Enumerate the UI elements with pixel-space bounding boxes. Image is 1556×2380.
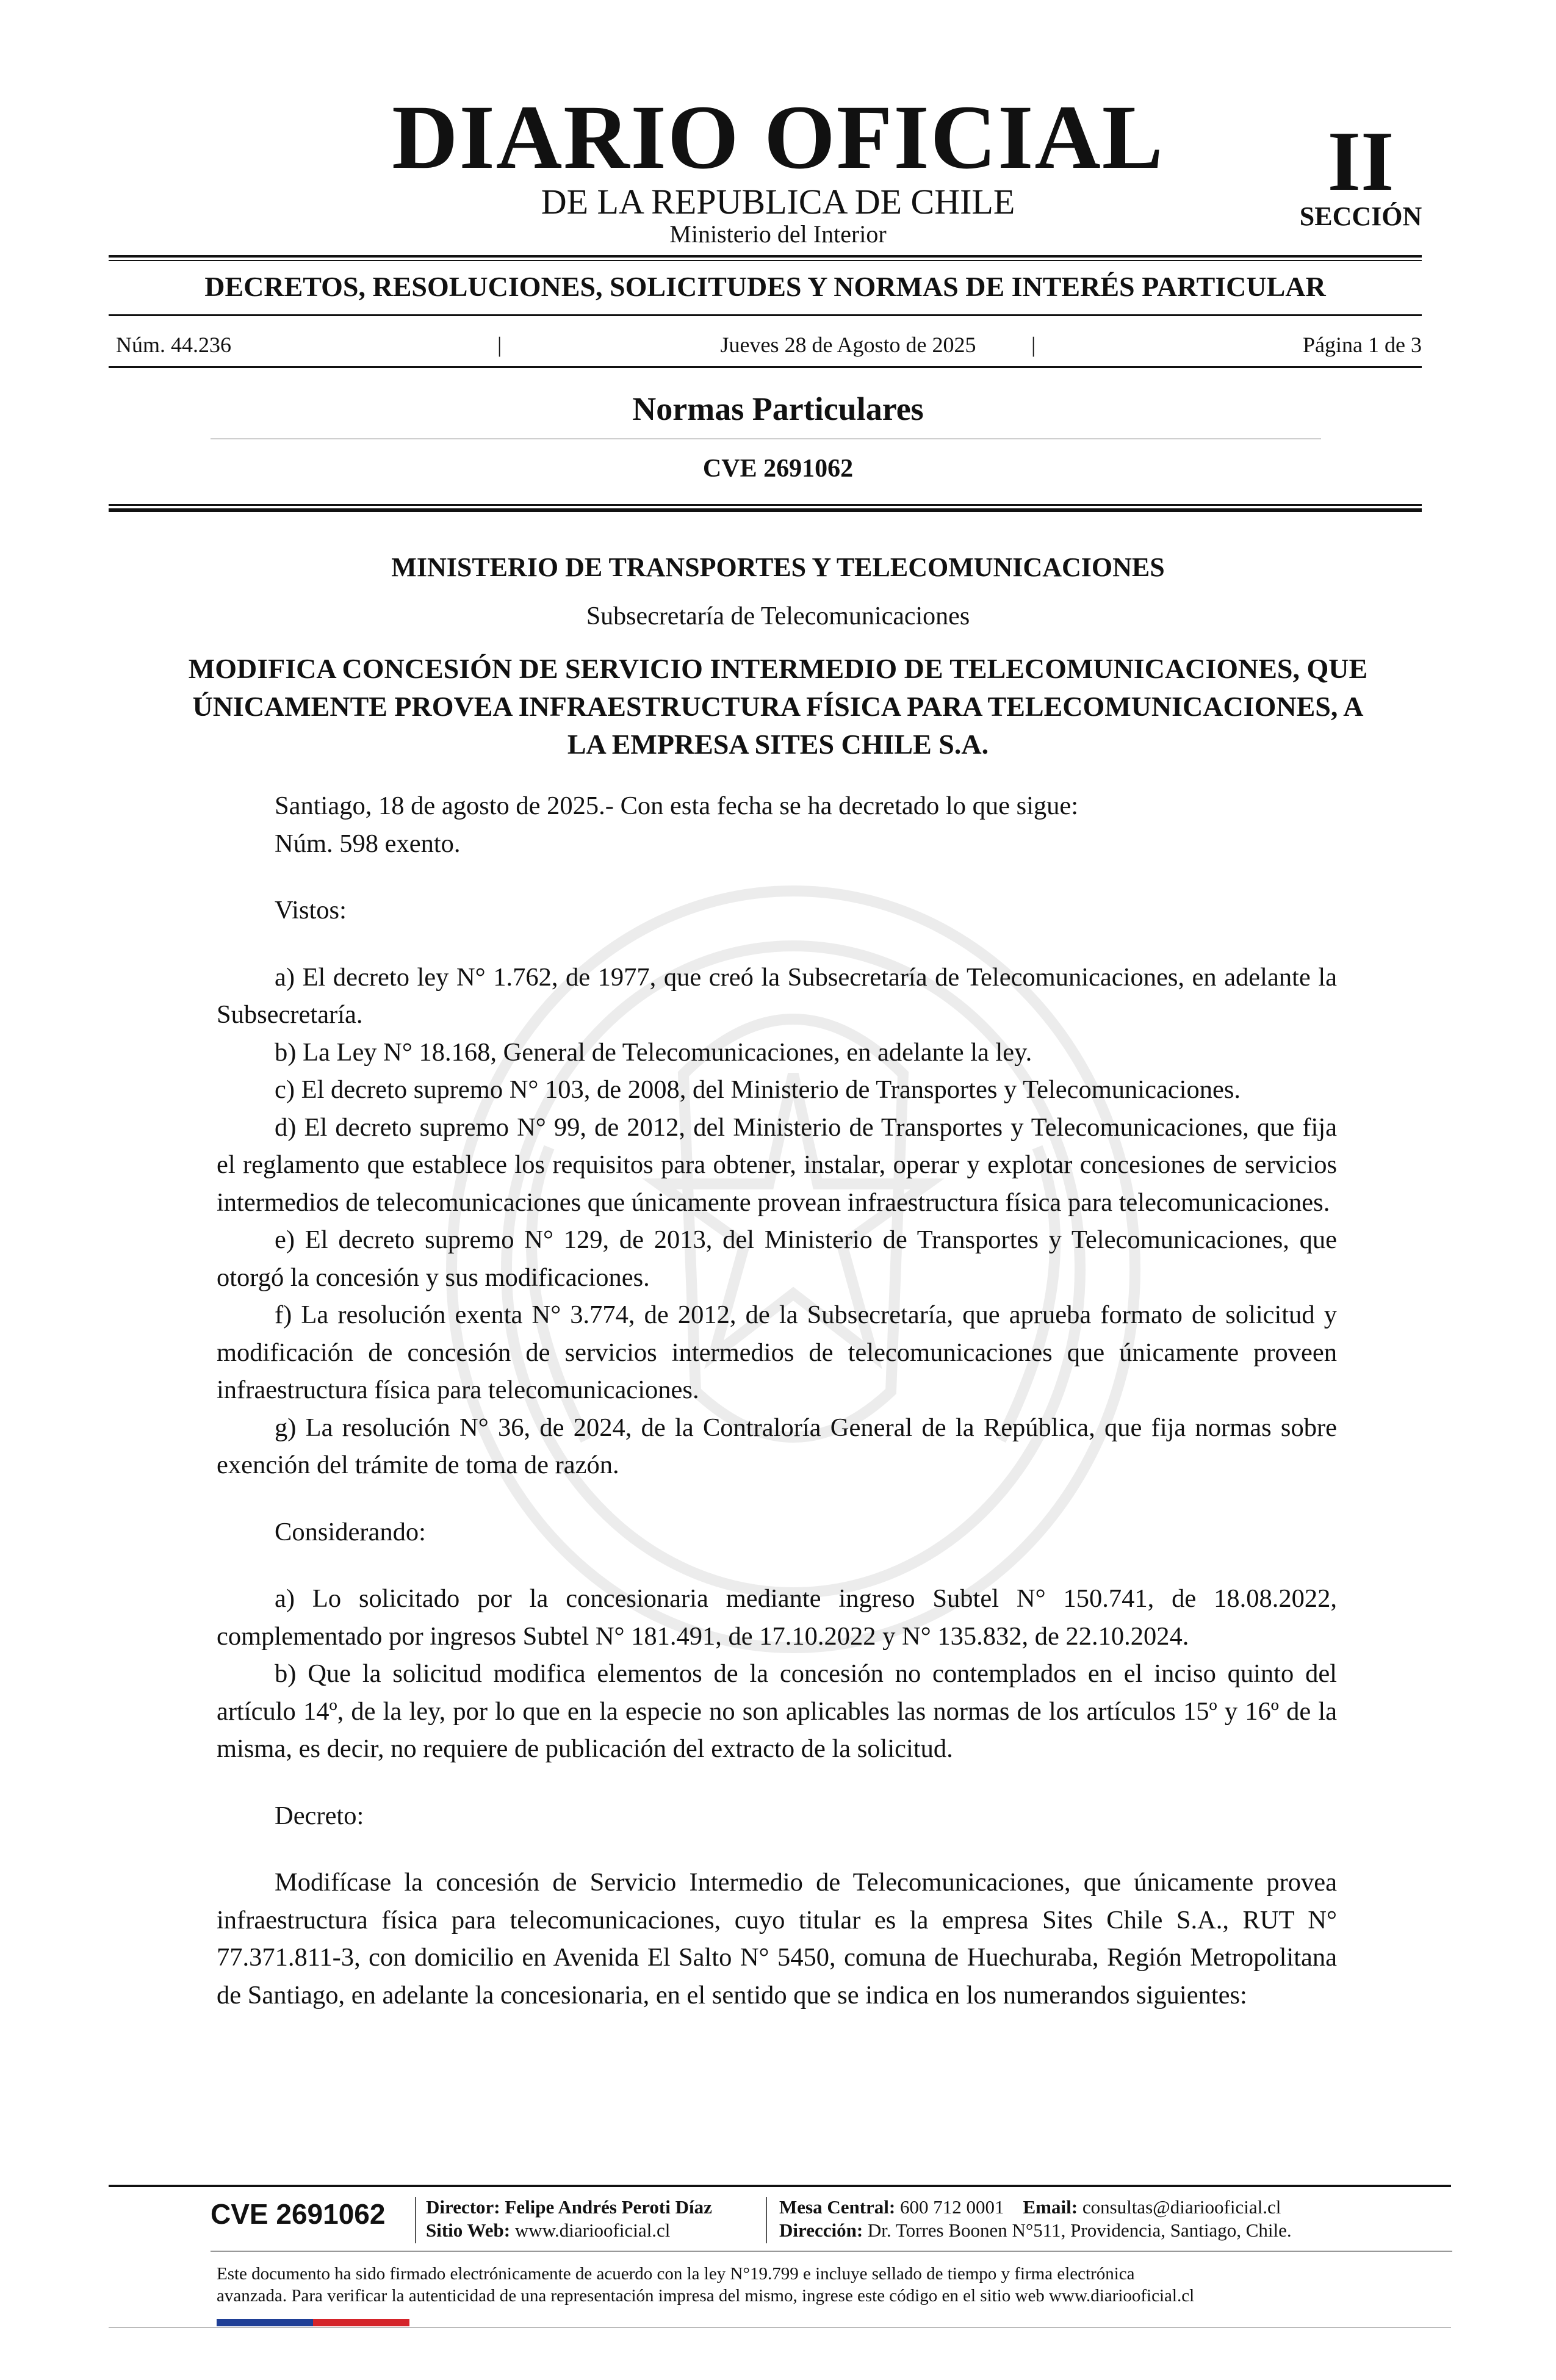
footer-divider <box>415 2197 416 2243</box>
issue-rule <box>109 366 1422 368</box>
section-title-divider <box>211 438 1321 439</box>
flag-stripe-red <box>313 2319 409 2326</box>
decree-body <box>217 787 1337 2014</box>
section-banner: DECRETOS, RESOLUCIONES, SOLICITUDES Y NORMAS DE INTERÉS PARTICULAR <box>204 271 1326 302</box>
website-link[interactable]: www.diariooficial.cl <box>514 2220 671 2241</box>
footer-director-block <box>426 2196 712 2242</box>
footer-rule-thin <box>211 2251 1452 2252</box>
footer-contact-block <box>779 2196 1292 2242</box>
cve-rule <box>109 504 1422 506</box>
newspaper-subtitle: DE LA REPUBLICA DE CHILE <box>541 182 1015 222</box>
address-label: Dirección: <box>779 2220 863 2241</box>
issuing-subsecretaria: Subsecretaría de Telecomunicaciones <box>586 602 970 630</box>
vistos-item: a) El decreto ley N° 1.762, de 1977, que creó la Subsecretaría de Telecomunicaciones, en adelante la Subsecretaría. <box>217 962 1337 1029</box>
newspaper-ministry: Ministerio del Interior <box>669 220 887 248</box>
footer-rule <box>109 2185 1451 2187</box>
vistos-item: c) El decreto supremo N° 103, de 2008, del Ministerio de Transportes y Telecomunicaciones. <box>275 1075 1241 1104</box>
email-label: Email: <box>1023 2196 1078 2218</box>
vistos-item: f) La resolución exenta N° 3.774, de 2012, de la Subsecretaría, que aprueba formato de solicitud y modificación de concesión de servicios intermedios de telecomunicaciones que únicamente proveen infraestructura física para telecomunicaciones. <box>217 1300 1337 1404</box>
section-label: SECCIÓN <box>1299 201 1422 231</box>
phone-number: 600 712 0001 <box>900 2196 1004 2218</box>
vistos-heading: Vistos: <box>275 896 347 925</box>
vistos-item: e) El decreto supremo N° 129, de 2013, del Ministerio de Transportes y Telecomunicaciones, que otorgó la concesión y sus modificaciones. <box>217 1225 1337 1292</box>
address-value: Dr. Torres Boonen N°511, Providencia, Santiago, Chile. <box>867 2220 1292 2241</box>
considerando-heading: Considerando: <box>275 1517 426 1546</box>
vistos-item: g) La resolución N° 36, de 2024, de la Contraloría General de la República, que fija normas sobre exención del trámite de toma de razón. <box>217 1413 1337 1479</box>
intro-line: Santiago, 18 de agosto de 2025.- Con esta fecha se ha decretado lo que sigue: <box>275 792 1079 820</box>
header-rule-top <box>109 255 1422 258</box>
legal-line: Este documento ha sido firmado electrónicamente de acuerdo con la ley N°19.799 e incluye sellado de tiempo y firma electrónica <box>217 2264 1135 2284</box>
footer-divider <box>766 2197 767 2243</box>
vistos-item: d) El decreto supremo N° 99, de 2012, del Ministerio de Transportes y Telecomunicaciones, que fija el reglamento que establece los requisitos para obtener, instalar, operar y explotar concesiones de servicios intermedios de telecomunicaciones que únicamente provean infraestructura física para telecomunicaciones. <box>217 1112 1337 1217</box>
decreto-heading: Decreto: <box>275 1801 364 1830</box>
decreto-paragraph: Modifícase la concesión de Servicio Intermedio de Telecomunicaciones, que únicamente provea infraestructura física para telecomunicaciones, cuyo titular es la empresa Sites Chile S.A., RUT N° 77.371.811-3, con domicilio en Avenida El Salto N° 5450, comuna de Huechuraba, Región Metropolitana de Santiago, en adelante la concesionaria, en el sentido que se indica en los numerandos siguientes: <box>217 1868 1337 2010</box>
director-label: Director: <box>426 2196 500 2218</box>
issue-separator: | <box>497 333 502 357</box>
vistos-item: b) La Ley N° 18.168, General de Telecomunicaciones, en adelante la ley. <box>275 1037 1032 1067</box>
considerando-item: b) Que la solicitud modifica elementos de la concesión no contemplados en el inciso quinto del artículo 14º, de la ley, por lo que en la especie no son aplicables las normas de los artículos 15º y 16º de la misma, es decir, no requiere de publicación del extracto de la solicitud. <box>217 1659 1337 1763</box>
considerando-item: a) Lo solicitado por la concesionaria mediante ingreso Subtel N° 150.741, de 18.08.2022, complementado por ingresos Subtel N° 181.491, de 17.10.2022 y N° 135.832, de 22.10.2024. <box>217 1584 1337 1651</box>
footer-rule-bottom <box>109 2327 1451 2328</box>
email-link[interactable]: consultas@diariooficial.cl <box>1082 2196 1281 2218</box>
website-label: Sitio Web: <box>426 2220 511 2241</box>
cve-code: CVE 2691062 <box>702 455 854 483</box>
flag-stripe-blue <box>217 2319 313 2326</box>
legal-line: avanzada. Para verificar la autenticidad de una representación impresa del mismo, ingrese este código en el sitio web www.diariooficial.cl <box>217 2286 1195 2306</box>
decree-title: MODIFICA CONCESIÓN DE SERVICIO INTERMEDIO DE TELECOMUNICACIONES, QUE ÚNICAMENTE PROVEA INFRAESTRUCTURA FÍSICA PARA TELECOMUNICACIONES, A LA EMPRESA SITES CHILE S.A. <box>188 653 1368 760</box>
section-number: II <box>1327 114 1394 209</box>
header-rule-top-thin <box>109 260 1422 261</box>
footer-legal-notice <box>217 2263 1337 2307</box>
banner-rule <box>109 314 1422 316</box>
cve-rule-thick <box>109 508 1422 512</box>
section-title: Normas Particulares <box>632 391 924 427</box>
page-number: Página 1 de 3 <box>1303 333 1422 357</box>
newspaper-title: DIARIO OFICIAL <box>392 87 1164 188</box>
issue-number: Núm. 44.236 <box>116 333 231 357</box>
section-mark <box>1294 114 1428 232</box>
phone-label: Mesa Central: <box>779 2196 896 2218</box>
issuing-ministry: MINISTERIO DE TRANSPORTES Y TELECOMUNICACIONES <box>391 552 1165 582</box>
director-name: Felipe Andrés Peroti Díaz <box>505 2196 712 2218</box>
issue-date: Jueves 28 de Agosto de 2025 <box>720 333 976 357</box>
footer-cve-code: CVE 2691062 <box>211 2198 386 2230</box>
decree-number: Núm. 598 exento. <box>275 829 461 858</box>
issue-separator: | <box>1031 333 1036 357</box>
issue-info-row <box>116 330 1422 360</box>
